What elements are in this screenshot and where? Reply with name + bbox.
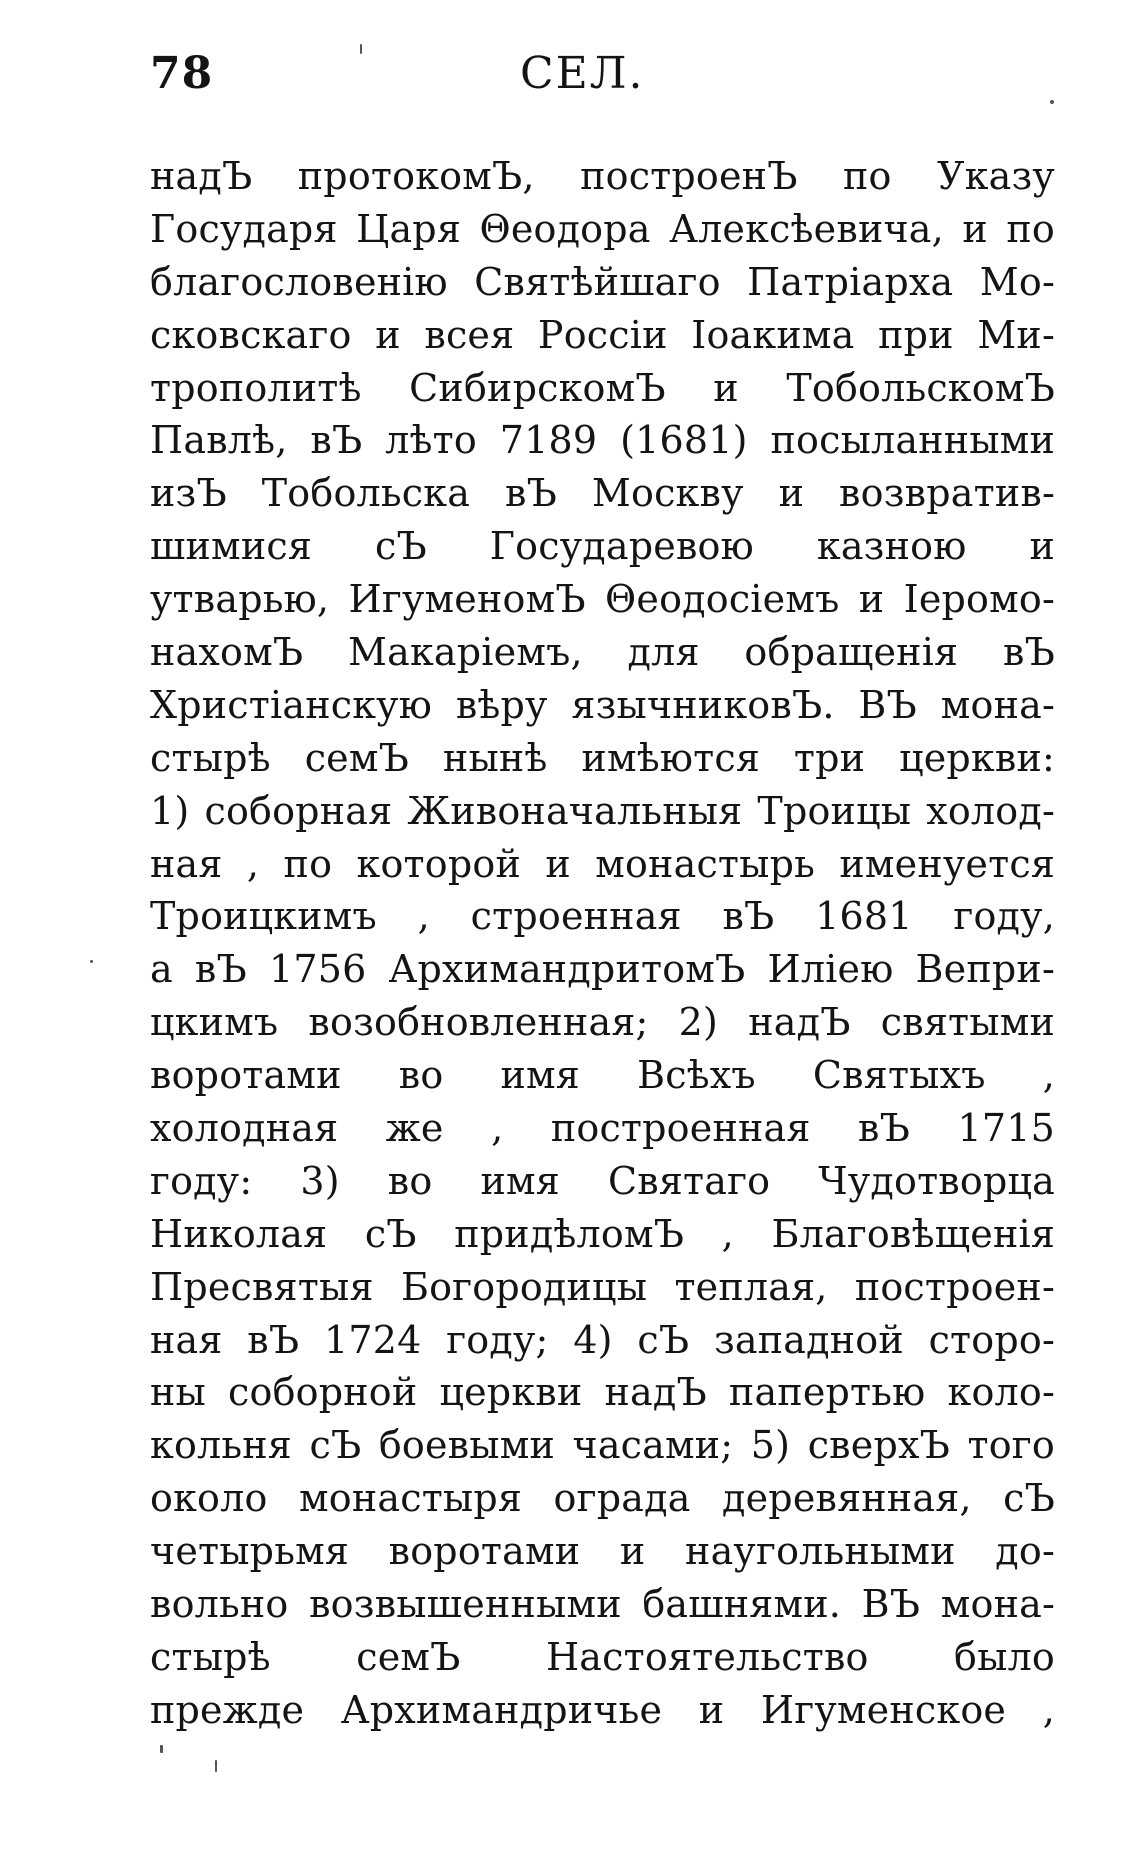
text-line: а вЪ 1756 АрхимандритомЪ Иліею Вепри- — [150, 947, 1055, 992]
page-header — [150, 48, 1055, 108]
text-line: трополитѣ СибирскомЪ и ТобольскомЪ — [150, 365, 1055, 410]
text-line: Христіанскую вѣру язычниковЪ. ВЪ мона- — [150, 682, 1055, 727]
text-line: 1) соборная Живоначальныя Троицы холод- — [150, 788, 1055, 833]
text-line: году: 3) во имя Святаго Чудотворца — [150, 1158, 1055, 1203]
text-line: кольня сЪ боевыми часами; 5) сверхЪ того — [150, 1423, 1055, 1468]
text-line: надЪ протокомЪ, построенЪ по Указу — [150, 154, 1055, 198]
scan-speck — [90, 960, 93, 963]
text-line: ны соборной церкви надЪ папертью коло- — [150, 1370, 1055, 1415]
scan-speck — [160, 1745, 163, 1753]
scan-speck — [215, 1760, 217, 1772]
text-line: Троицкимъ , строенная вЪ 1681 году, — [150, 894, 1055, 939]
text-line: Николая сЪ придѣломЪ , Благовѣщенія — [150, 1211, 1055, 1256]
text-line: стырѣ семЪ Настоятельство было — [150, 1634, 1055, 1679]
text-line: стырѣ семЪ нынѣ имѣются три церкви: — [150, 735, 1055, 780]
text-line: благословенію Святѣйшаго Патріарха Мо- — [150, 259, 1055, 304]
text-line: нахомЪ Макаріемъ, для обращенія вЪ — [150, 630, 1055, 675]
text-line: изЪ Тобольска вЪ Москву и возвратив- — [150, 471, 1055, 516]
text-line: утварью, ИгуменомЪ Θеодосіемъ и Іеромо- — [150, 577, 1055, 622]
text-line: около монастыря ограда деревянная, сЪ — [150, 1476, 1055, 1521]
scan-speck — [360, 44, 362, 54]
text-line: ная , по которой и монастырь именуется — [150, 841, 1055, 886]
text-line: четырьмя воротами и наугольными до- — [150, 1529, 1055, 1574]
text-line: Павлѣ, вЪ лѣто 7189 (1681) посыланными — [150, 418, 1055, 463]
page-number: 78 — [150, 48, 214, 99]
text-line: холодная же , построенная вЪ 1715 — [150, 1106, 1055, 1151]
scan-speck — [1050, 100, 1054, 104]
text-line: Пресвятыя Богородицы теплая, построен- — [150, 1264, 1055, 1309]
text-line: шимися сЪ Государевою казною и — [150, 524, 1055, 569]
text-line: воротами во имя Всѣхъ Святыхъ , — [150, 1053, 1055, 1098]
text-line: ная вЪ 1724 году; 4) сЪ западной сторо- — [150, 1317, 1055, 1362]
text-line: прежде Архимандричье и Игуменское , — [150, 1687, 1055, 1732]
text-line: цкимъ возобновленная; 2) надЪ святыми — [150, 1000, 1055, 1045]
body-text — [150, 150, 1055, 1737]
text-line: Государя Царя Θеодора Алексѣевича, и по — [150, 206, 1055, 251]
running-head: СЕЛ. — [520, 48, 645, 99]
text-line: сковскаго и всея Россіи Іоакима при Ми- — [150, 312, 1055, 357]
text-line: вольно возвышенными башнями. ВЪ мона- — [150, 1582, 1055, 1627]
